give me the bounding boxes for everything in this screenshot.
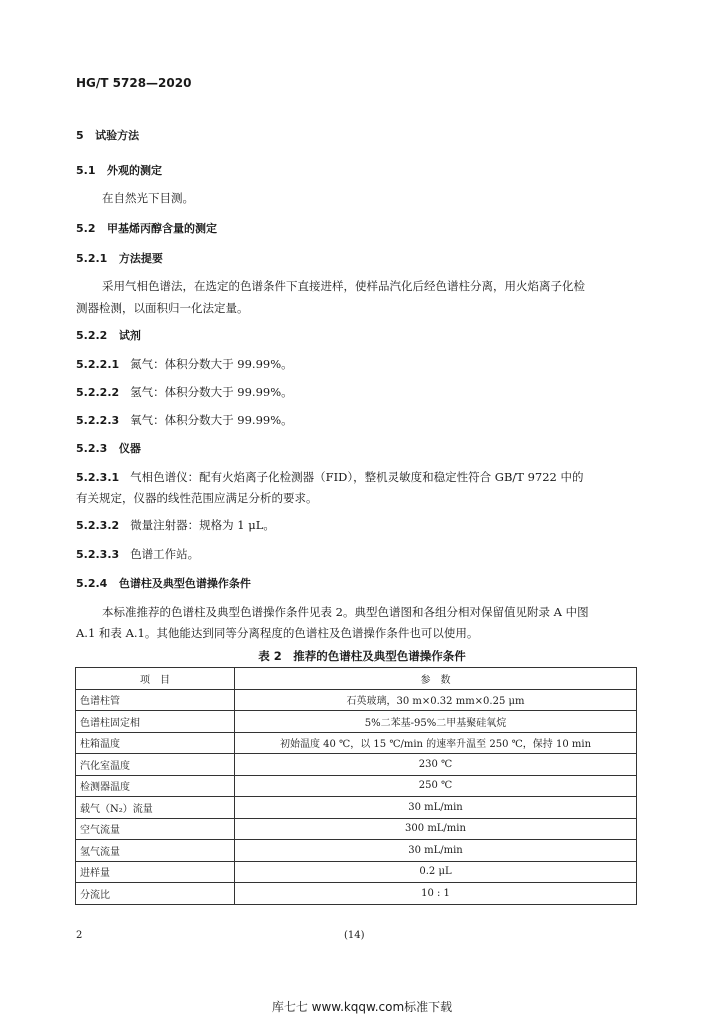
table-header-value: 参 数 <box>235 668 637 690</box>
row-item: 汽化室温度 <box>76 754 235 776</box>
section-number: 5.1 <box>76 164 96 177</box>
section-title: 外观的测定 <box>107 164 162 177</box>
item-text: 色谱工作站。 <box>130 547 200 561</box>
row-item: 氢气流量 <box>76 840 235 862</box>
section-number: 5.2 <box>76 222 96 235</box>
page-sequence: (14) <box>344 930 365 941</box>
row-value: 250 ℃ <box>235 775 637 797</box>
item-5-2-2-1 <box>76 356 293 372</box>
item-number: 5.2.2.3 <box>76 414 120 427</box>
row-item: 色谱柱固定相 <box>76 711 235 733</box>
section-5-2-4-body-line1: 本标准推荐的色谱柱及典型色谱操作条件见表 2。典型色谱图和各组分相对保留值见附录 A 中图 <box>102 605 589 619</box>
section-5-2-2-heading <box>76 327 141 343</box>
table-row <box>76 861 637 883</box>
row-value: 5%二苯基-95%二甲基聚硅氧烷 <box>235 711 637 733</box>
item-number: 5.2.2.1 <box>76 358 120 371</box>
table-row <box>76 775 637 797</box>
item-5-2-3-3 <box>76 546 199 562</box>
item-5-2-3-1-line2: 有关规定，仪器的线性范围应满足分析的要求。 <box>76 491 318 505</box>
row-item: 分流比 <box>76 883 235 905</box>
item-text: 氮气：体积分数大于 99.99%。 <box>130 357 293 371</box>
row-item: 载气（N₂）流量 <box>76 797 235 819</box>
table-row <box>76 711 637 733</box>
item-5-2-3-2 <box>76 517 275 533</box>
section-title: 试剂 <box>118 329 141 342</box>
section-number: 5.2.1 <box>76 252 108 265</box>
section-number: 5 <box>76 129 84 142</box>
section-number: 5.2.3 <box>76 442 108 455</box>
row-item: 进样量 <box>76 861 235 883</box>
row-value: 石英玻璃，30 m×0.32 mm×0.25 μm <box>235 689 637 711</box>
item-number: 5.2.2.2 <box>76 386 120 399</box>
section-5-2-4-body-line2: A.1 和表 A.1。其他能达到同等分离程度的色谱柱及色谱操作条件也可以使用。 <box>76 626 479 640</box>
section-5-2-1-body-line1: 采用气相色谱法，在选定的色谱条件下直接进样，使样品汽化后经色谱柱分离，用火焰离子化检 <box>102 279 585 293</box>
item-number: 5.2.3.3 <box>76 548 120 561</box>
item-5-2-3-1-line1 <box>76 469 584 485</box>
row-value: 30 mL/min <box>235 797 637 819</box>
table-header-item: 项 目 <box>76 668 235 690</box>
item-text: 微量注射器：规格为 1 μL。 <box>130 518 275 532</box>
table-row <box>76 840 637 862</box>
item-number: 5.2.3.2 <box>76 519 120 532</box>
table-row <box>76 883 637 905</box>
section-5-2-1-body-line2: 测器检测，以面积归一化法定量。 <box>76 301 249 315</box>
standard-code: HG/T 5728—2020 <box>76 76 192 90</box>
item-text: 氢气：体积分数大于 99.99%。 <box>130 385 293 399</box>
section-5-2-3-heading <box>76 440 141 456</box>
row-value: 初始温度 40 ℃，以 15 ℃/min 的速率升温至 250 ℃，保持 10 min <box>235 732 637 754</box>
page-number: 2 <box>76 930 83 941</box>
row-value: 0.2 μL <box>235 861 637 883</box>
row-item: 检测器温度 <box>76 775 235 797</box>
row-value: 230 ℃ <box>235 754 637 776</box>
section-title: 试验方法 <box>95 129 140 142</box>
section-title: 色谱柱及典型色谱操作条件 <box>118 577 251 590</box>
row-value: 300 mL/min <box>235 818 637 840</box>
section-title: 仪器 <box>118 442 141 455</box>
section-5-2-4-heading <box>76 575 251 591</box>
item-5-2-2-3 <box>76 412 293 428</box>
item-5-2-2-2 <box>76 384 293 400</box>
row-item: 空气流量 <box>76 818 235 840</box>
section-5-1-heading <box>76 162 162 178</box>
row-item: 柱箱温度 <box>76 732 235 754</box>
table-row <box>76 797 637 819</box>
table-header-row <box>76 668 637 690</box>
section-title: 方法提要 <box>118 252 163 265</box>
section-number: 5.2.2 <box>76 329 108 342</box>
section-5-2-heading <box>76 220 217 236</box>
row-item: 色谱柱管 <box>76 689 235 711</box>
item-number: 5.2.3.1 <box>76 471 120 484</box>
row-value: 10 : 1 <box>235 883 637 905</box>
table-row <box>76 732 637 754</box>
table-caption: 表 2 推荐的色谱柱及典型色谱操作条件 <box>258 649 466 663</box>
item-text: 气相色谱仪：配有火焰离子化检测器（FID），整机灵敏度和稳定性符合 GB/T 9722 中的 <box>130 470 584 484</box>
watermark-footer: 库七七 www.kqqw.com标准下载 <box>271 1000 453 1014</box>
table-row <box>76 754 637 776</box>
row-value: 30 mL/min <box>235 840 637 862</box>
table-row <box>76 689 637 711</box>
section-number: 5.2.4 <box>76 577 108 590</box>
section-5-2-1-heading <box>76 250 163 266</box>
table-row <box>76 818 637 840</box>
section-5-1-body: 在自然光下目测。 <box>102 191 194 205</box>
item-text: 氧气：体积分数大于 99.99%。 <box>130 413 293 427</box>
section-5-heading <box>76 127 139 143</box>
section-title: 甲基烯丙醇含量的测定 <box>107 222 217 235</box>
conditions-table <box>75 667 637 905</box>
